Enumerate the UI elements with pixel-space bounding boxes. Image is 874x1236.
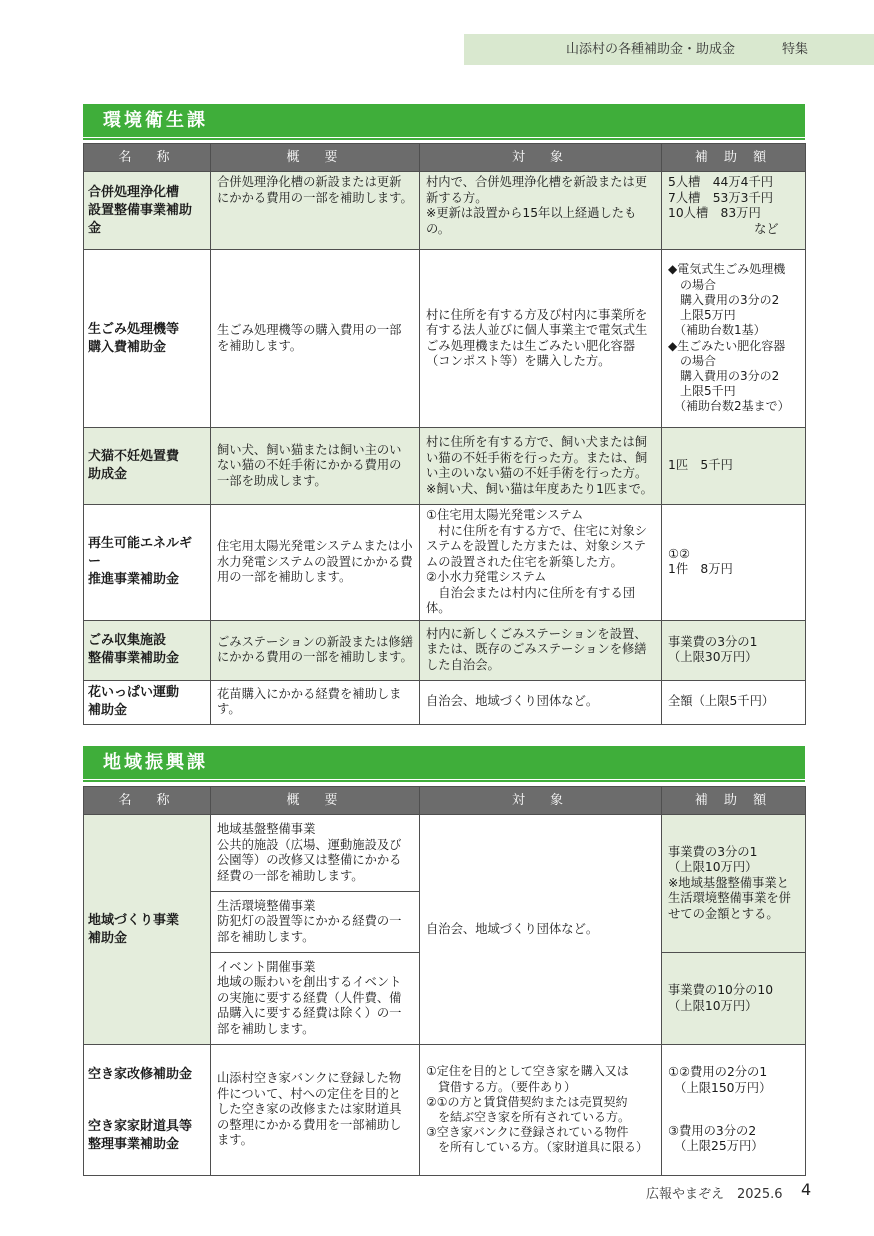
row-amount: ◆電気式生ごみ処理機 の場合 購入費用の3分の2 上限5万円 （補助台数1基） ◆生ごみたい肥化容器 の場合 購入費用の3分の2 上限5千円 （補助台数2基まで）: [662, 250, 806, 428]
table-row: [84, 250, 806, 428]
row-summary: 生ごみ処理機等の購入費用の一部を補助します。: [211, 250, 420, 428]
row-target: 村内に新しくごみステーションを設置、または、既存のごみステーションを修繕した自治会。: [420, 620, 662, 680]
row-amount: 5人槽 44万4千円 7人槽 53万3千円 10人槽 83万円 など: [662, 172, 806, 250]
row-amount: 事業費の10分の10 （上限10万円）: [662, 953, 806, 1045]
table-row: [84, 815, 806, 892]
header-band: [464, 34, 874, 65]
row-name: ごみ収集施設 整備事業補助金: [84, 620, 211, 680]
col-name: 名 称: [84, 144, 211, 172]
row-summary: 合併処理浄化槽の新設または更新にかかる費用の一部を補助します。: [211, 172, 420, 250]
section-header-kankyo: [83, 104, 805, 137]
row-summary: ごみステーションの新設または修繕にかかる費用の一部を補助します。: [211, 620, 420, 680]
row-summary: イベント開催事業 地域の賑わいを創出するイベントの実施に要する経費（人件費、備品購入に要する経費は除く）の一部を補助します。: [211, 953, 420, 1045]
row-amount: 事業費の3分の1 （上限30万円）: [662, 620, 806, 680]
row-name: 生ごみ処理機等 購入費補助金: [84, 250, 211, 428]
table-row: [84, 172, 806, 250]
row-target: 村に住所を有する方及び村内に事業所を有する法人並びに個人事業主で電気式生ごみ処理機または生ごみたい肥化容器（コンポスト等）を購入した方。: [420, 250, 662, 428]
row-name: 合併処理浄化槽 設置整備事業補助金: [84, 172, 211, 250]
row-summary: 花苗購入にかかる経費を補助します。: [211, 680, 420, 724]
section-header-chiiki: [83, 746, 805, 779]
row-summary: 地域基盤整備事業 公共的施設（広場、運動施設及び公園等）の改修又は整備にかかる経費の一部を補助します。: [211, 815, 420, 892]
row-name-a: 空き家改修補助金: [88, 1067, 193, 1082]
col-summary: 概 要: [211, 787, 420, 815]
row-name: 地域づくり事業 補助金: [84, 815, 211, 1045]
row-name: 再生可能エネルギー 推進事業補助金: [84, 505, 211, 621]
page-number: 4: [801, 1180, 812, 1199]
col-amount: 補 助 額: [662, 144, 806, 172]
row-amount: ①② 1件 8万円: [662, 505, 806, 621]
row-amount-a: ①②費用の2分の1 （上限150万円）: [668, 1065, 772, 1095]
col-summary: 概 要: [211, 144, 420, 172]
row-amount: 1匹 5千円: [662, 428, 806, 505]
table-row: [84, 620, 806, 680]
row-amount: 事業費の3分の1 （上限10万円） ※地域基盤整備事業と生活環境整備事業を併せての金額とする。: [662, 815, 806, 953]
table-row: [84, 680, 806, 724]
row-summary: 住宅用太陽光発電システムまたは小水力発電システムの設置にかかる費用の一部を補助します。: [211, 505, 420, 621]
table-row: [84, 428, 806, 505]
row-amount: [662, 1045, 806, 1176]
row-target: ①住宅用太陽光発電システム 村に住所を有する方で、住宅に対象システムを設置した方または、対象システムの設置された住宅を新築した方。 ②小水力発電システム 自治会または村内に住所を有する団体。: [420, 505, 662, 621]
col-target: 対 象: [420, 787, 662, 815]
row-name: [84, 1045, 211, 1176]
table-chiiki: [83, 786, 806, 1176]
col-amount: 補 助 額: [662, 787, 806, 815]
row-summary: 飼い犬、飼い猫または飼い主のいない猫の不妊手術にかかる費用の一部を助成します。: [211, 428, 420, 505]
row-name: 花いっぱい運動 補助金: [84, 680, 211, 724]
row-target: 自治会、地域づくり団体など。: [420, 680, 662, 724]
row-amount-b: ③費用の3分の2 （上限25万円）: [668, 1123, 764, 1154]
header-series: 山添村の各種補助金・助成金: [566, 42, 736, 57]
row-amount: 全額（上限5千円）: [662, 680, 806, 724]
row-name-b: 空き家家財道具等 整理事業補助金: [88, 1119, 193, 1152]
row-name: 犬猫不妊処置費 助成金: [84, 428, 211, 505]
section-title: 環境衛生課: [103, 110, 208, 131]
row-summary: 生活環境整備事業 防犯灯の設置等にかかる経費の一部を補助します。: [211, 892, 420, 953]
col-target: 対 象: [420, 144, 662, 172]
footer-publication: 広報やまぞえ 2025.6: [646, 1187, 783, 1202]
row-target: ①定住を目的として空き家を購入又は 貸借する方。（要件あり） ②①の方と賃貸借契約または売買契約 を結ぶ空き家を所有されている方。 ③空き家バンクに登録されている物件 を所有している方。（家財道具に限る）: [420, 1045, 662, 1176]
header-label: 特集: [782, 42, 809, 57]
table-kankyo: [83, 143, 806, 725]
table-row: [84, 505, 806, 621]
section-title: 地域振興課: [103, 752, 208, 773]
row-target: 自治会、地域づくり団体など。: [420, 815, 662, 1045]
col-name: 名 称: [84, 787, 211, 815]
row-target: 村に住所を有する方で、飼い犬または飼い猫の不妊手術を行った方。または、飼い主のいない猫の不妊手術を行った方。 ※飼い犬、飼い猫は年度あたり1匹まで。: [420, 428, 662, 505]
row-summary: 山添村空き家バンクに登録した物件について、村への定住を目的とした空き家の改修または家財道具の整理にかかる費用を一部補助します。: [211, 1045, 420, 1176]
table-row: [84, 1045, 806, 1176]
row-target: 村内で、合併処理浄化槽を新設または更新する方。 ※更新は設置から15年以上経過したもの。: [420, 172, 662, 250]
